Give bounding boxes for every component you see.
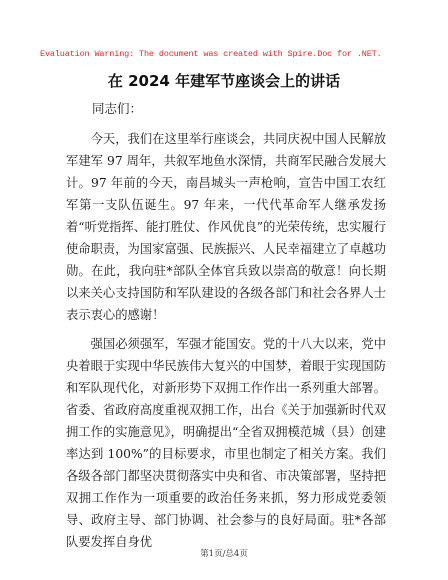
- page-footer: 第1页/总4页: [200, 549, 248, 559]
- document-body: [66, 128, 386, 560]
- body-paragraph: 强国必须强军，军强才能国安。党的十八大以来，党中央着眼于实现中华民族伟大复兴的中国梦，着眼于实现国防和军队现代化，对新形势下双拥工作作出一系列重大部署。省委、省政府高度重视双拥工作，出台《关于加强新时代双拥工作的实施意见》，明确提出“全省双拥模范城（县）创建率达到 100%”的目标要求，市里也制定了相关方案。我们各级各部门都坚决贯彻落实中央和省、市决策部署，坚持把双拥工作作为一项重要的政治任务来抓，努力形成党委领导、政府主导、部门协调、社会参与的良好局面。驻*各部队要发挥自身优: [66, 337, 386, 549]
- document-title: 在 2024 年建军节座谈会上的讲话: [107, 72, 341, 90]
- salutation: 同志们：: [92, 101, 143, 116]
- body-paragraph: 今天，我们在这里举行座谈会，共同庆祝中国人民解放军建军 97 周年，共叙军地鱼水深情，共商军民融合发展大计。97 年前的今天，南昌城头一声枪响，宣告中国工农红军第一支队伍诞生。97 年来，一代代革命军人继承发扬着“听党指挥、能打胜仗、作风优良”的光荣传统，忠实履行使命职责，为国家富强、民族振兴、人民幸福建立了卓越功勋。在此，我向驻*部队全体官兵致以崇高的敬意！向长期以来关心支持国防和军队建设的各级各部门和社会各界人士表示衷心的感谢！: [66, 132, 386, 322]
- evaluation-warning: Evaluation Warning: The document was created with Spire.Doc for .NET.: [40, 49, 382, 59]
